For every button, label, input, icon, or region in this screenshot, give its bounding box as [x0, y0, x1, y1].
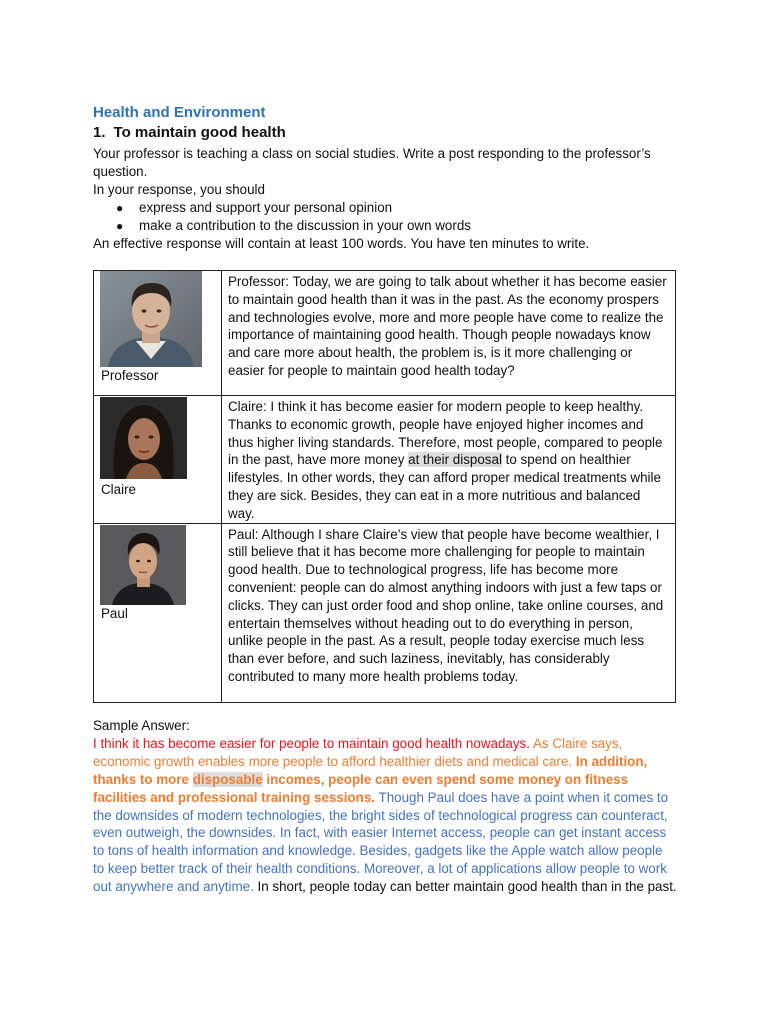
sample-answer-label: Sample Answer: [93, 718, 190, 733]
bullet-text: make a contribution to the discussion in your own words [139, 218, 471, 233]
claire-text-after: to spend on healthier lifestyles. In other words, they can afford proper medical treatments while they are sick. Besides, they can eat in a more nutritious and balanced way. [228, 452, 661, 521]
answer-conclusion: In short, people today can better maintain good health than in the past. [253, 879, 677, 895]
bullet-icon: ● [116, 219, 124, 233]
bullet-item [93, 217, 677, 235]
question-number: 1. [93, 124, 106, 141]
instruction-line-2: In your response, you should [93, 182, 265, 197]
bullet-icon: ● [116, 201, 124, 215]
table-row-professor [94, 271, 676, 396]
speaker-name: Paul [101, 605, 128, 621]
answer-thesis: I think it has become easier for people to maintain good health nowadays. [93, 735, 530, 751]
instruction-line-1: Your professor is teaching a class on social studies. Write a post responding to the professor’s question. [93, 146, 651, 179]
claire-portrait-icon [100, 397, 187, 479]
speaker-cell [94, 396, 222, 524]
question-title-text: To maintain good health [113, 124, 286, 141]
table-row-claire [94, 396, 676, 524]
answer-addition: In addition, thanks to more [93, 753, 648, 787]
claire-statement [222, 396, 676, 524]
professor-photo [100, 271, 202, 367]
question-title [93, 124, 677, 142]
section-title: Health and Environment [93, 104, 266, 121]
paul-portrait-icon [100, 525, 186, 605]
paul-statement: Paul: Although I share Claire’s view that people have become wealthier, I still believe that it has become more challenging for people to maintain good health. Due to technological progress, life has become more convenient: people can do almost anything indoors with just a few taps or clicks. They can just order food and shop online, take online courses, and entertain themselves without heading out to do everything in person, unlike people in the past. As a result, people today exercise much less than ever before, and such laziness, inevitably, has considerably contributed to many more health problems today. [222, 523, 676, 702]
speaker-name: Professor [101, 368, 159, 383]
paul-photo [100, 525, 186, 605]
instruction-bullets [93, 199, 677, 235]
speaker-name: Claire [101, 482, 136, 497]
claire-text-before: Claire: I think it has become easier for modern people to keep healthy. Thanks to economic growth, people have enjoyed higher incomes and thus higher living standards. Therefore, most people, compared to people in the past, have more money [228, 399, 663, 468]
claire-photo [100, 397, 187, 479]
claire-highlight: at their disposal [408, 452, 502, 468]
sample-answer [93, 717, 677, 896]
professor-statement: Professor: Today, we are going to talk about whether it has become easier to maintain good health than it was in the past. As the economy prospers and technologies evolve, more and more people have come to realize the importance of maintaining good health. Though people nowadays know and care more about health, the problem is, is it more challenging or easier for people to maintain good health today? [222, 271, 676, 396]
speaker-cell [94, 271, 222, 396]
discussion-table [93, 270, 676, 703]
sample-answer-body [93, 735, 677, 896]
answer-highlight: disposable [192, 771, 263, 787]
answer-counterpoint: Though Paul does have a point when it comes to the downsides of modern technologies, the bright sides of technological progress can counteract, even outweigh, the downsides. In fact, with easier Internet access, people can get instant access to tons of health information and knowledge. Besides, gadgets like the Apple watch allow people to keep better track of their health conditions. Moreover, a lot of applications allow people to work out anywhere and anytime. [93, 789, 669, 895]
bullet-text: express and support your personal opinion [139, 200, 393, 215]
instruction-line-3: An effective response will contain at least 100 words. You have ten minutes to write. [93, 236, 590, 251]
page-header [93, 104, 677, 253]
table-row-paul [94, 523, 676, 702]
answer-addition-cont: incomes, people can even spend some money on fitness facilities and professional training sessions. [93, 771, 629, 805]
bullet-item [93, 199, 677, 217]
answer-support: As Claire says, economic growth enables more people to afford healthier diets and medical care. [93, 735, 623, 769]
professor-portrait-icon [100, 271, 202, 367]
speaker-cell [94, 523, 222, 702]
